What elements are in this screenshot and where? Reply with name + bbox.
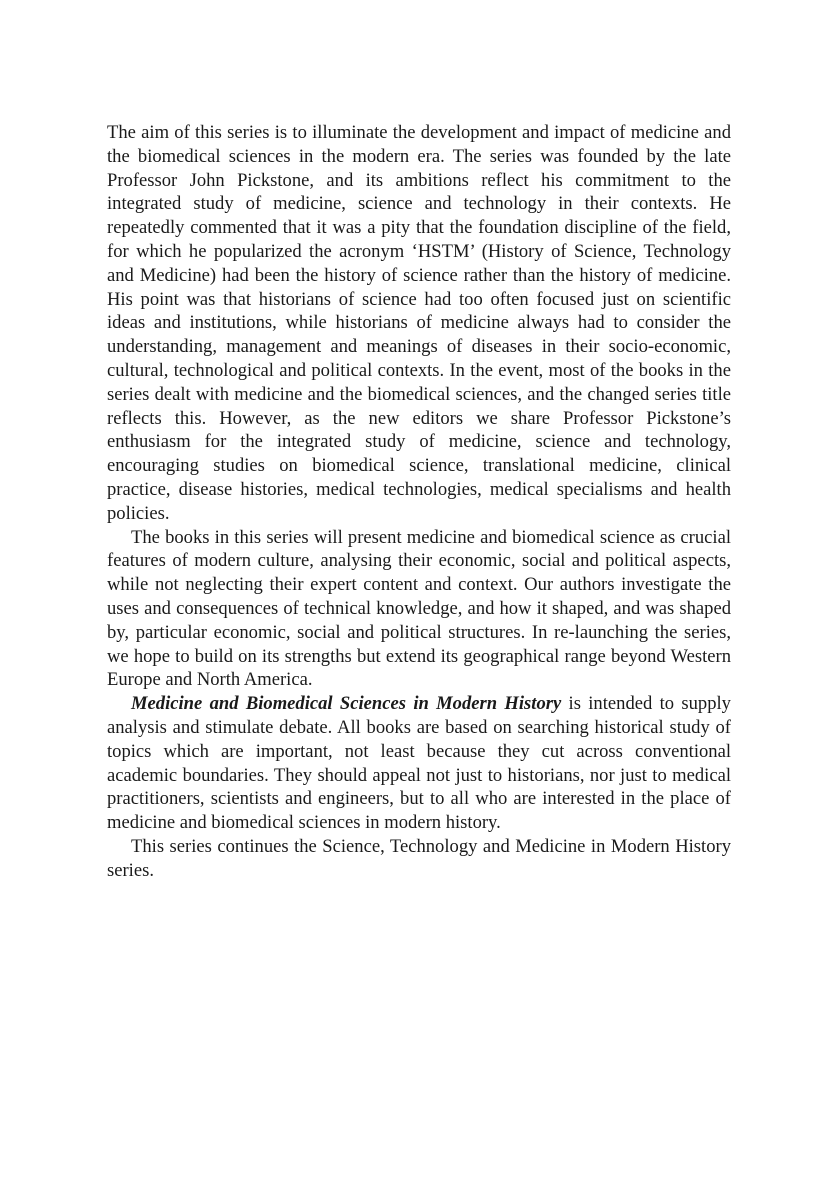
paragraph-series-purpose-text: is intended to supply analysis and stimulate debate. All books are based on searching historical study of topics which are important, not least because they cut across conventional academic boundaries. They should appeal not just to historians, nor just to medical practitioners, scientists and engineers, but to all who are interested in the place of medicine and biomedical sciences in modern history. — [107, 693, 731, 834]
paragraph-series-aim: The aim of this series is to illuminate the development and impact of medicine and the biomedical sciences in the modern era. The series was founded by the late Professor John Pickstone, and its ambitions reflect his commitment to the integrated study of medicine, science and technology in their contexts. He repeatedly commented that it was a pity that the foundation discipline of the field, for which he popularized the acronym ‘HSTM’ (History of Science, Technology and Medicine) had been the history of science rather than the history of medicine. His point was that historians of science had too often focused just on scientific ideas and institutions, while historians of medicine always had to consider the understanding, management and meanings of diseases in their socio-economic, cultural, technological and political contexts. In the event, most of the books in the series dealt with medicine and the biomedical sciences, and the changed series title reflects this. However, as the new editors we share Professor Pickstone’s enthusiasm for the integrated study of medicine, science and technology, encouraging studies on biomedical science, translational medicine, clinical practice, disease histories, medical technologies, medical specialisms and health policies. — [107, 122, 731, 524]
series-description — [107, 121, 731, 883]
paragraph-series-scope: The books in this series will present medicine and biomedical science as crucial features of modern culture, analysing their economic, social and political aspects, while not neglecting their expert content and context. Our authors investigate the uses and consequences of technical knowledge, and how it shaped, and was shaped by, particular economic, social and political structures. In re-launching the series, we hope to build on its strengths but extend its geographical range beyond Western Europe and North America. — [107, 526, 731, 691]
series-title: Medicine and Biomedical Sciences in Modern History — [131, 693, 562, 715]
paragraph-series-continuation: This series continues the Science, Technology and Medicine in Modern History series. — [107, 835, 731, 881]
paragraph-series-purpose — [107, 692, 731, 835]
